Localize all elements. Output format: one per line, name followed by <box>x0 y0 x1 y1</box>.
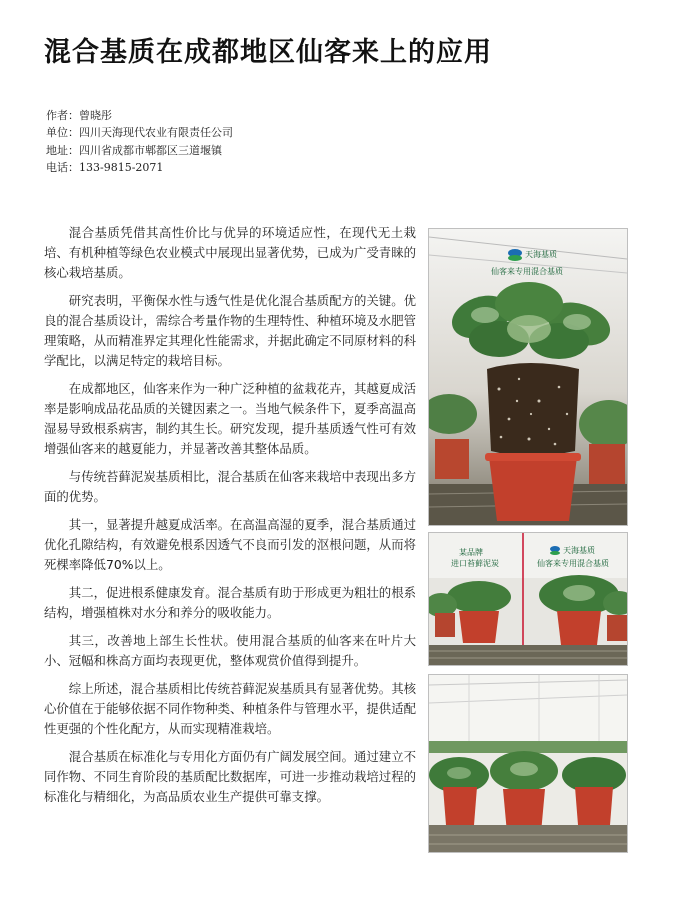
address-line: 地址：四川省成都市郫都区三道堰镇 <box>46 143 222 157</box>
photo1-caption: 仙客来专用混合基质 <box>491 267 563 276</box>
paragraph: 其二，促进根系健康发育。混合基质有助于形成更为粗壮的根系结构，增强植株对水分和养分的吸收能力。 <box>44 585 416 620</box>
paragraph: 其一，显著提升越夏成活率。在高温高湿的夏季，混合基质通过优化孔隙结构，有效避免根系因透气不良而引发的沤根问题，从而将死棵率降低70%以上。 <box>44 517 416 572</box>
photo-greenhouse <box>428 674 628 853</box>
article-body <box>44 223 416 815</box>
photo2-left-caption-2: 进口苔藓泥炭 <box>451 559 499 568</box>
article-title: 混合基质在成都地区仙客来上的应用 <box>44 37 492 68</box>
phone-line: 电话：133-9815-2071 <box>46 160 164 174</box>
paragraph: 与传统苔藓泥炭基质相比，混合基质在仙客来栽培中表现出多方面的优势。 <box>44 469 416 504</box>
photo-comparison <box>428 532 628 666</box>
photo2-right-caption: 仙客来专用混合基质 <box>537 559 609 568</box>
paragraph: 研究表明，平衡保水性与透气性是优化混合基质配方的关键。优良的混合基质设计，需综合考量作物的生理特性、种植环境及水肥管理策略，从而精准界定其理化性能需求，并据此确定不同原材料的科学配比，以满足特定的栽培目标。 <box>44 293 416 368</box>
photo2-right-brand: 天海基质 <box>563 546 595 555</box>
photo2-left-caption-1: 某品牌 <box>459 548 483 557</box>
paragraph: 混合基质在标准化与专用化方面仍有广阔发展空间。通过建立不同作物、不同生育阶段的基质配比数据库，可进一步推动栽培过程的标准化与精细化，为高品质农业生产提供可靠支撑。 <box>44 749 416 804</box>
author-info <box>46 107 233 176</box>
author-line: 作者：曾晓彤 <box>46 109 112 122</box>
paragraph: 混合基质凭借其高性价比与优异的环境适应性，在现代无土栽培、有机种植等绿色农业模式中展现出显著优势，已成为广受青睐的核心栽培基质。 <box>44 225 416 280</box>
photo1-brand: 天海基质 <box>525 250 557 259</box>
paragraph: 其三，改善地上部生长性状。使用混合基质的仙客来在叶片大小、冠幅和株高方面均表现更优，整体观赏价值得到提升。 <box>44 633 416 668</box>
paragraph: 在成都地区，仙客来作为一种广泛种植的盆栽花卉，其越夏成活率是影响成品花品质的关键因素之一。当地气候条件下，夏季高温高湿易导致根系病害，制约其生长。研究发现，提升基质透气性可有效增强仙客来的越夏能力，并显著改善其整体品质。 <box>44 381 416 456</box>
unit-line: 单位：四川天海现代农业有限责任公司 <box>46 126 233 140</box>
paragraph: 综上所述，混合基质相比传统苔藓泥炭基质具有显著优势。其核心价值在于能够依据不同作物种类、种植条件与管理水平，提供适配性更强的个性化配方，从而实现精准栽培。 <box>44 681 416 736</box>
photo-cyclamen-rootball <box>428 228 628 526</box>
